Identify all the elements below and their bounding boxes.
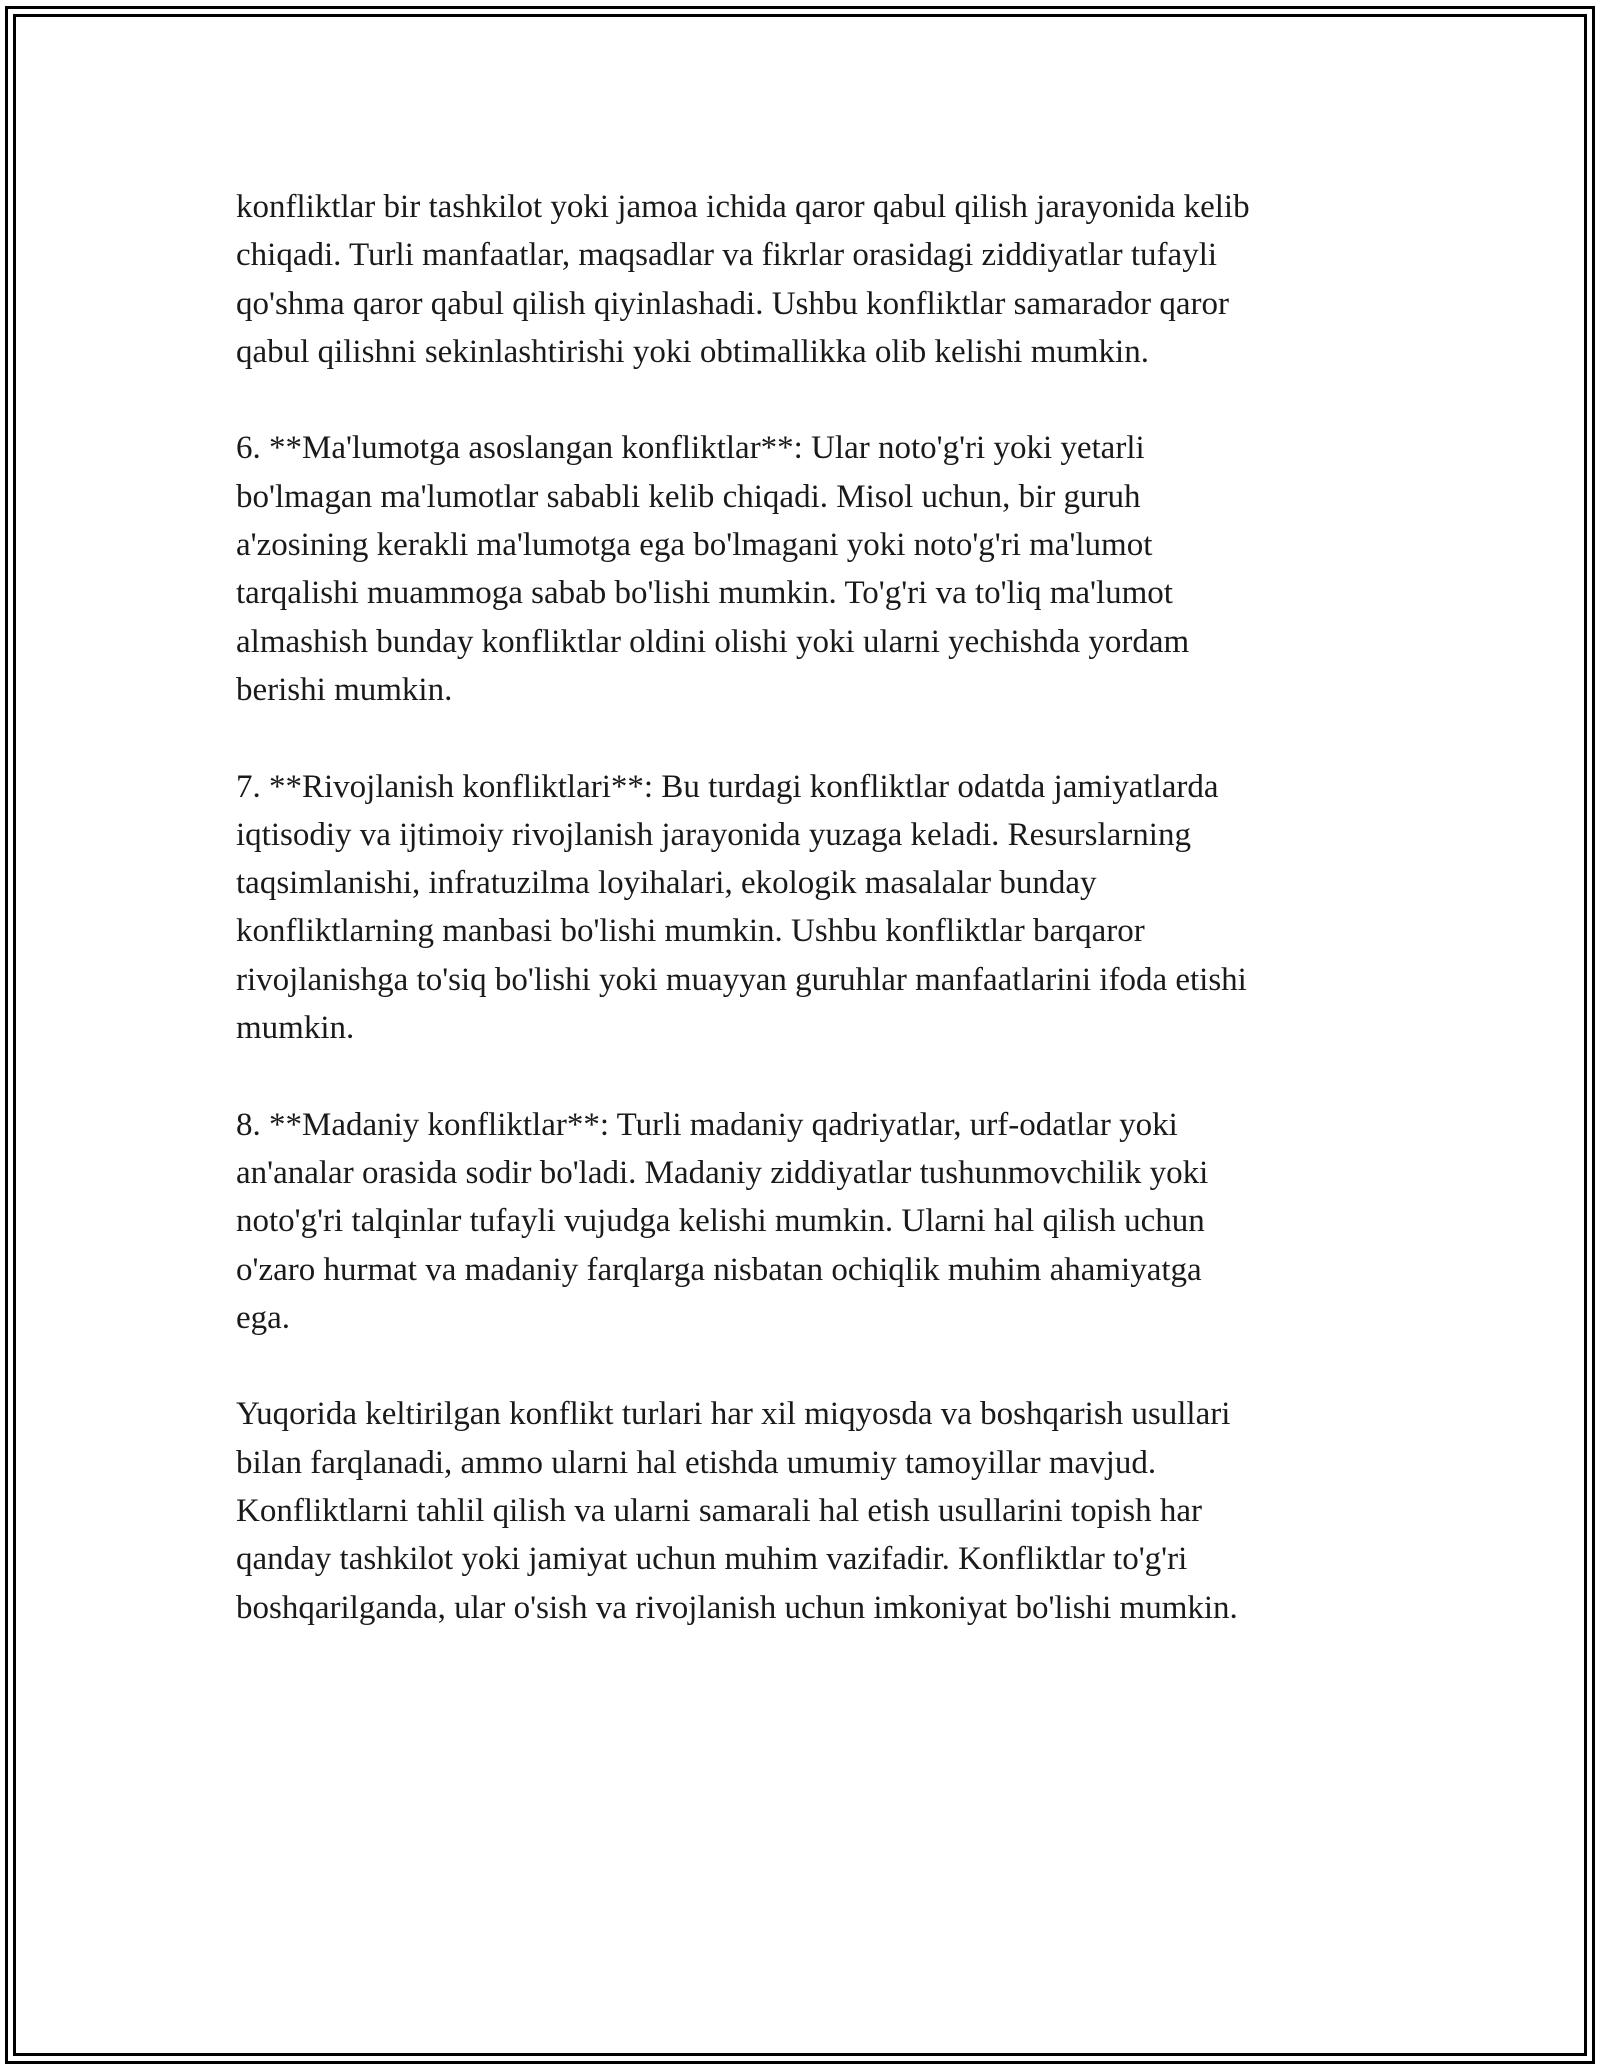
text-line: a'zosining kerakli ma'lumotga ega bo'lmagani yoki noto'g'ri ma'lumot — [236, 527, 1153, 564]
text-line: ega. — [236, 1299, 291, 1336]
text-line: iqtisodiy va ijtimoiy rivojlanish jarayonida yuzaga keladi. Resurslarning — [236, 816, 1191, 853]
paragraph-decision-conflicts — [236, 183, 1386, 376]
text-line: 6. **Ma'lumotga asoslangan konfliktlar**: Ular noto'g'ri yoki yetarli — [236, 430, 1145, 467]
document-body — [236, 183, 1386, 1632]
text-line: o'zaro hurmat va madaniy farqlarga nisbatan ochiqlik muhim ahamiyatga — [236, 1251, 1202, 1288]
paragraph-development-conflicts — [236, 763, 1386, 1053]
text-line: qabul qilishni sekinlashtirishi yoki obtimallikka olib kelishi mumkin. — [236, 333, 1149, 370]
text-line: bo'lmagan ma'lumotlar sababli kelib chiqadi. Misol uchun, bir guruh — [236, 478, 1141, 515]
text-line: bilan farqlanadi, ammo ularni hal etishda umumiy tamoyillar mavjud. — [236, 1444, 1157, 1481]
text-line: qanday tashkilot yoki jamiyat uchun muhim vazifadir. Konfliktlar to'g'ri — [236, 1541, 1188, 1578]
text-line: berishi mumkin. — [236, 671, 453, 708]
text-line: taqsimlanishi, infratuzilma loyihalari, ekologik masalalar bunday — [236, 865, 1097, 902]
text-line: 7. **Rivojlanish konfliktlari**: Bu turdagi konfliktlar odatda jamiyatlarda — [236, 768, 1219, 805]
text-line: tarqalishi muammoga sabab bo'lishi mumkin. To'g'ri va to'liq ma'lumot — [236, 575, 1173, 612]
paragraph-cultural-conflicts — [236, 1101, 1386, 1342]
text-line: rivojlanishga to'siq bo'lishi yoki muayyan guruhlar manfaatlarini ifoda etishi — [236, 961, 1247, 998]
text-line: noto'g'ri talqinlar tufayli vujudga kelishi mumkin. Ularni hal qilish uchun — [236, 1203, 1205, 1240]
text-line: almashish bunday konfliktlar oldini olishi yoki ularni yechishda yordam — [236, 623, 1190, 660]
text-line: Konfliktlarni tahlil qilish va ularni samarali hal etish usullarini topish har — [236, 1493, 1202, 1530]
text-line: an'analar orasida sodir bo'ladi. Madaniy ziddiyatlar tushunmovchilik yoki — [236, 1154, 1209, 1191]
text-line: mumkin. — [236, 1010, 355, 1047]
paragraph-conclusion — [236, 1390, 1386, 1631]
text-line: boshqarilganda, ular o'sish va rivojlanish uchun imkoniyat bo'lishi mumkin. — [236, 1589, 1238, 1626]
text-line: chiqadi. Turli manfaatlar, maqsadlar va fikrlar orasidagi ziddiyatlar tufayli — [236, 237, 1218, 274]
text-line: konfliktlarning manbasi bo'lishi mumkin. Ushbu konfliktlar barqaror — [236, 913, 1145, 950]
text-line: Yuqorida keltirilgan konflikt turlari har xil miqyosda va boshqarish usullari — [236, 1396, 1231, 1433]
text-line: qo'shma qaror qabul qilish qiyinlashadi. Ushbu konfliktlar samarador qaror — [236, 285, 1229, 322]
text-line: 8. **Madaniy konfliktlar**: Turli madaniy qadriyatlar, urf-odatlar yoki — [236, 1106, 1178, 1143]
paragraph-information-conflicts — [236, 424, 1386, 714]
text-line: konfliktlar bir tashkilot yoki jamoa ichida qaror qabul qilish jarayonida kelib — [236, 189, 1250, 225]
